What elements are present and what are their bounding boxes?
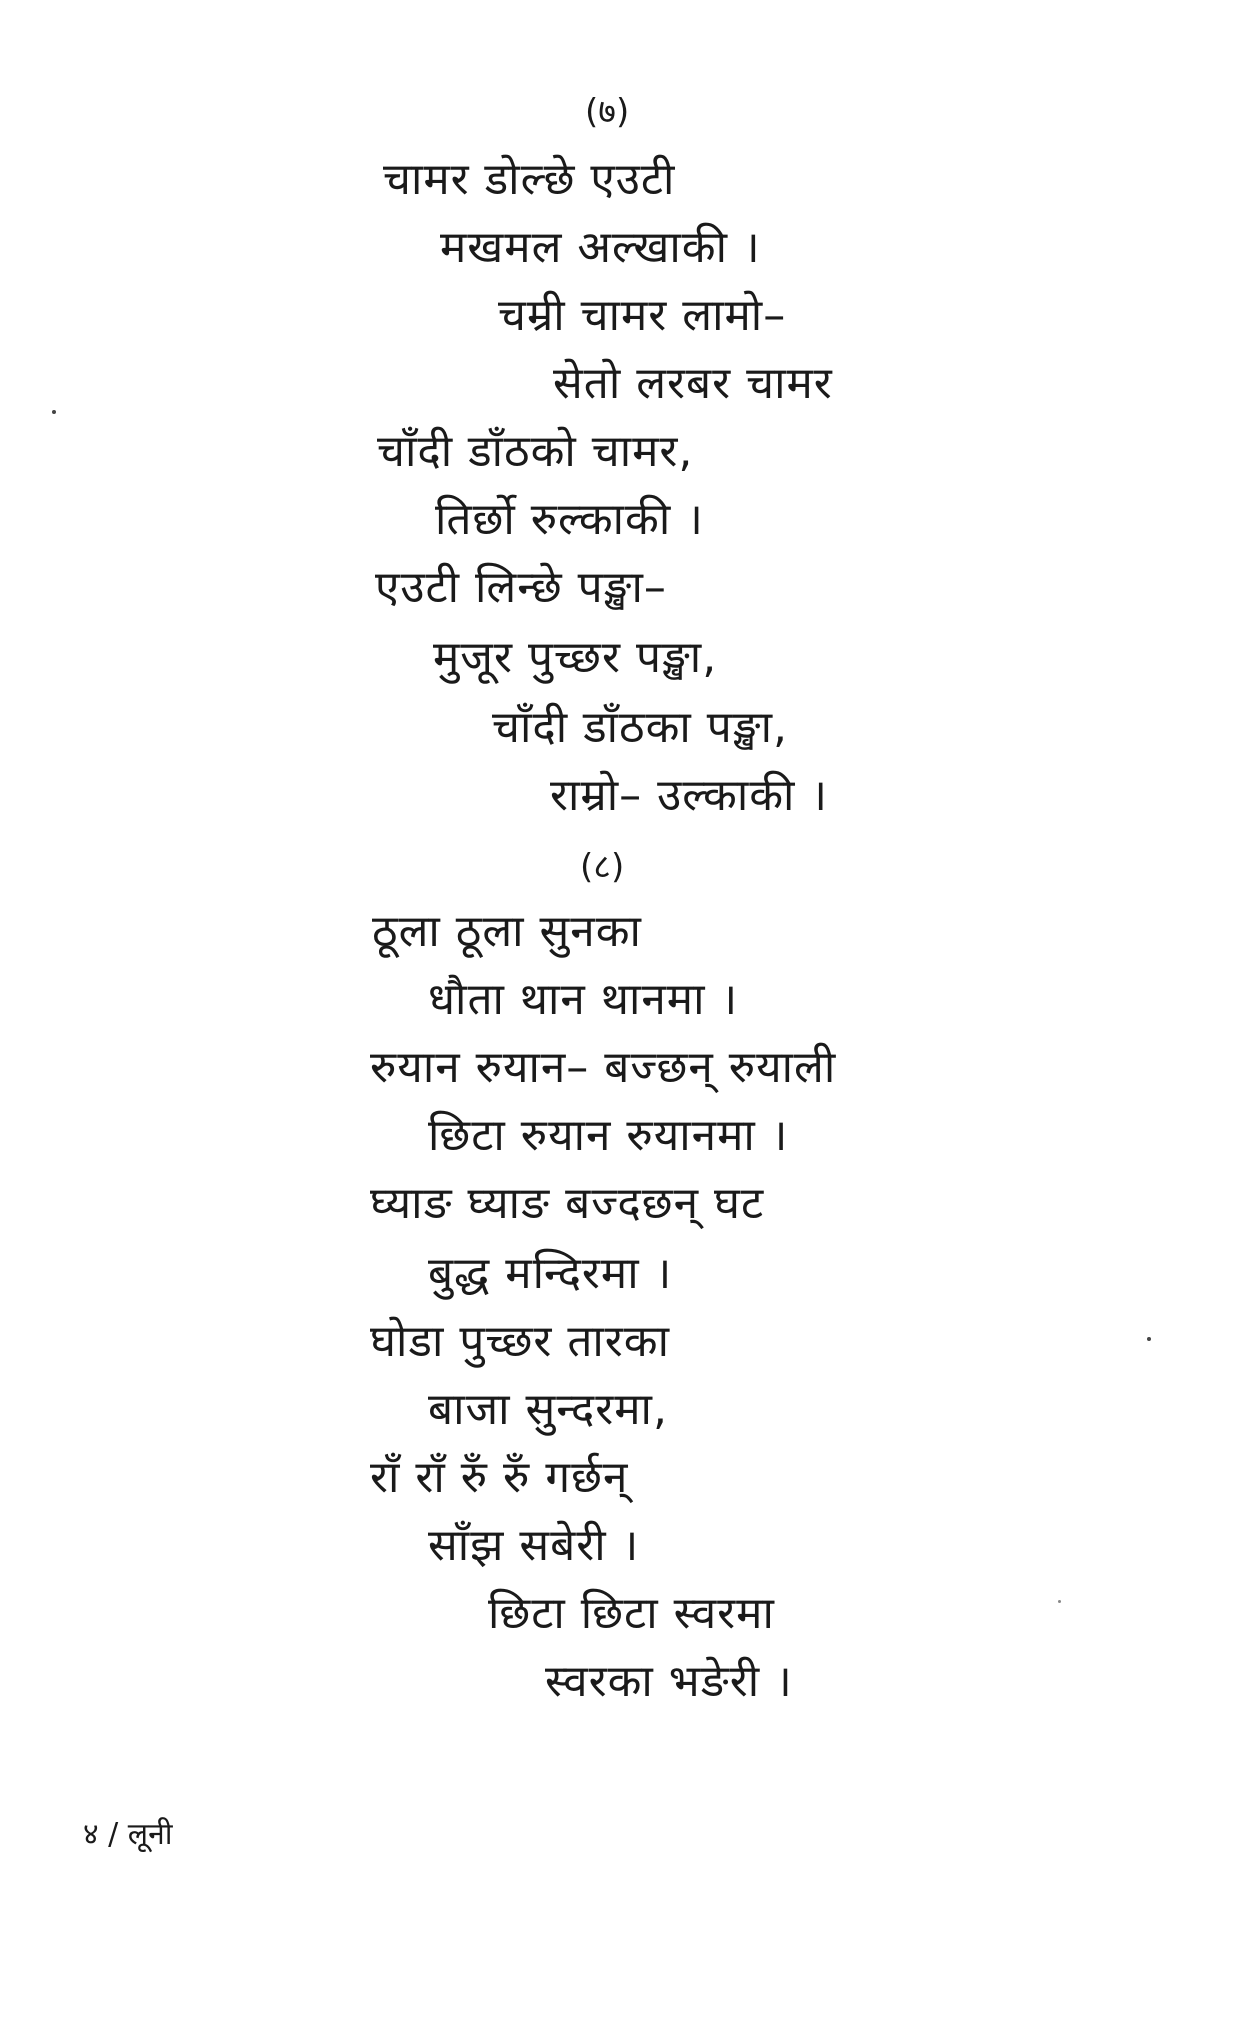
verse-line: घ्याङ घ्याङ बज्दछन् घट xyxy=(370,1178,765,1229)
scan-speck xyxy=(52,410,56,414)
verse-line: बुद्ध मन्दिरमा । xyxy=(428,1248,673,1299)
section-number-7: (७) xyxy=(585,92,630,132)
verse-line: मखमल अल्खाकी । xyxy=(440,222,761,273)
verse-line: चम्री चामर लामो– xyxy=(498,290,787,341)
verse-line: स्वरका भङेरी । xyxy=(545,1656,793,1707)
verse-line: मुजूर पुच्छर पङ्खा, xyxy=(433,632,718,683)
section-number-8: (८) xyxy=(580,847,625,887)
verse-line: घोडा पुच्छर तारका xyxy=(370,1316,670,1367)
verse-line: सेतो लरबर चामर xyxy=(553,358,833,409)
verse-line: राम्रो– उल्काकी । xyxy=(550,770,829,821)
verse-line: एउटी लिन्छे पङ्खा– xyxy=(375,562,667,613)
verse-line: तिर्छो रुल्काकी । xyxy=(435,494,704,545)
verse-line: बाजा सुन्दरमा, xyxy=(428,1384,668,1435)
verse-line: राँ राँ रुँ रुँ गर्छन् xyxy=(370,1452,629,1503)
verse-line: चामर डोल्छे एउटी xyxy=(383,154,676,205)
verse-line: चाँदी डाँठको चामर, xyxy=(377,426,694,477)
verse-line: ठूला ठूला सुनका xyxy=(372,906,642,957)
page-footer: ४ / लूनी xyxy=(83,1817,173,1852)
scan-speck xyxy=(1147,1337,1151,1341)
verse-line: चाँदी डाँठका पङ्खा, xyxy=(492,702,788,753)
scan-speck xyxy=(1058,1600,1061,1603)
verse-line: धौता थान थानमा । xyxy=(428,974,739,1025)
verse-line: छिटा छिटा स्वरमा xyxy=(488,1588,775,1639)
verse-line: छिटा रुयान रुयानमा । xyxy=(428,1110,789,1161)
verse-line: साँझ सबेरी । xyxy=(428,1520,640,1571)
verse-line: रुयान रुयान– बज्छन् रुयाली xyxy=(370,1042,837,1093)
